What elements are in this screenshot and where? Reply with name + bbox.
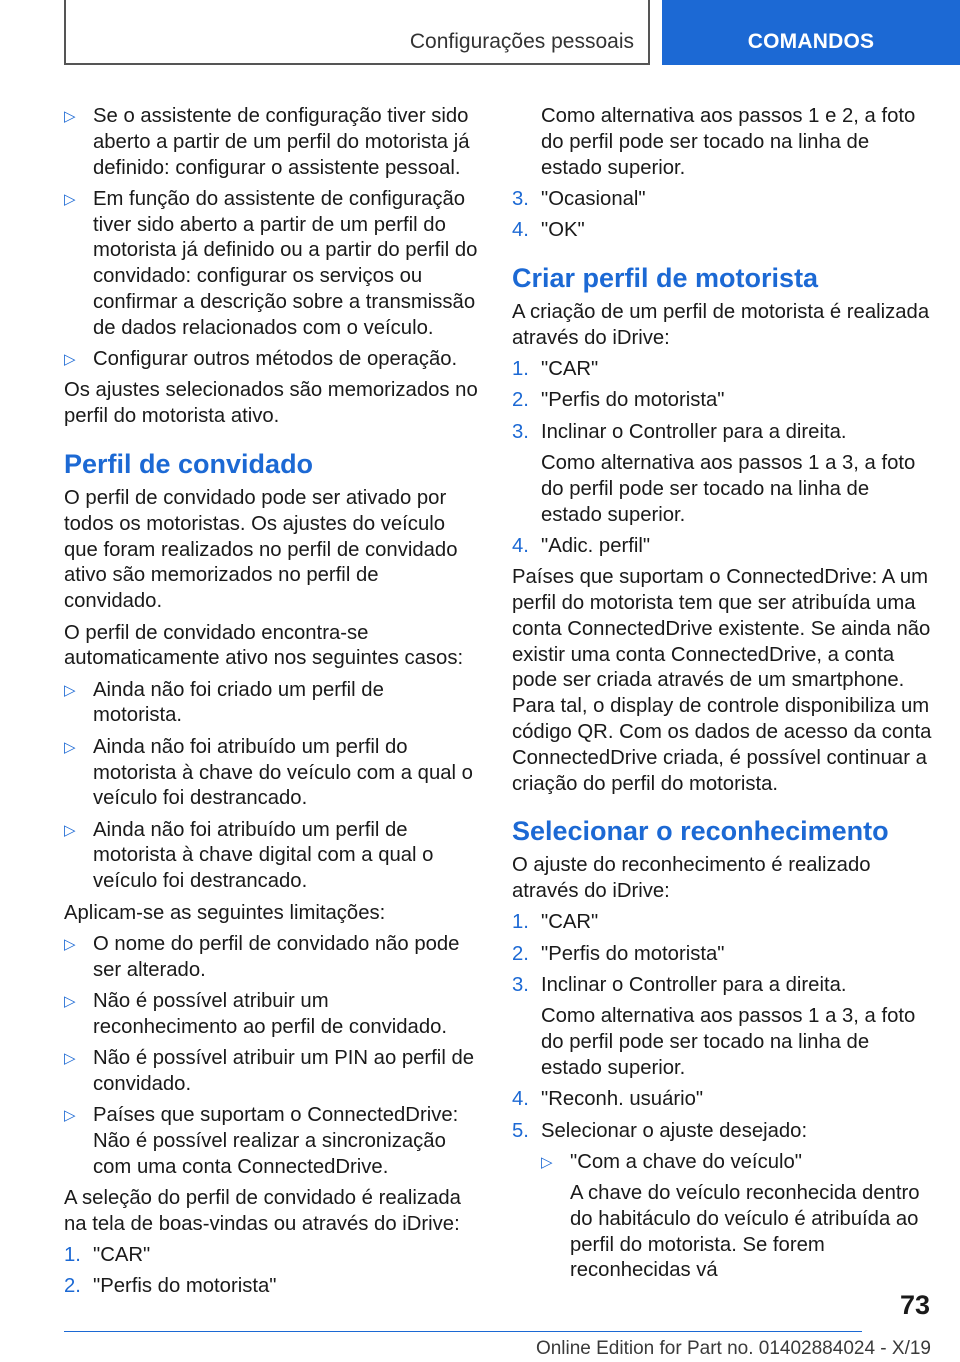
numbered-step — [512, 973, 932, 999]
body-paragraph: O perfil de convidado encontra-se automaticamente ativo nos seguintes casos: — [64, 621, 464, 670]
step-number: 3. — [512, 187, 529, 210]
step-number: 1. — [512, 911, 529, 934]
section-heading-guest-profile: Perfil de convidado — [64, 449, 314, 480]
numbered-step — [64, 1274, 478, 1300]
step-text: "Adic. perfil" — [541, 534, 651, 557]
section-heading-select-recognition: Selecionar o reconhecimento — [512, 816, 889, 847]
step-number: 5. — [512, 1119, 529, 1142]
numbered-step — [512, 357, 932, 383]
numbered-step — [64, 1243, 478, 1269]
step-number: 2. — [512, 942, 529, 965]
page-number: 73 — [899, 1290, 930, 1320]
section-heading-create-profile: Criar perfil de motorista — [512, 262, 819, 293]
body-paragraph: Os ajustes selecionados são memorizados no perfil do motorista ativo. — [64, 379, 478, 428]
list-item-text: Se o assistente de configuração tiver sido aberto a partir de um perfil do motorista já definido: configurar o assistente pessoal. — [93, 105, 470, 179]
numbered-step — [512, 1087, 932, 1113]
right-column — [512, 104, 932, 1290]
body-paragraph: A seleção do perfil de convidado é realizada na tela de boas-vindas ou através do iDrive: — [64, 1186, 461, 1235]
body-paragraph: Aplicam-se as seguintes limitações: — [64, 901, 386, 924]
step-note: Como alternativa aos passos 1 a 3, a foto do perfil pode ser tocado na linha de estado superior. — [541, 1005, 916, 1079]
step-text: "Perfis do motorista" — [93, 1275, 277, 1298]
step-number: 2. — [512, 389, 529, 412]
numbered-step — [512, 942, 932, 968]
list-item — [64, 347, 478, 373]
step-text: "CAR" — [541, 358, 599, 381]
step-text: Inclinar o Controller para a direita. — [541, 974, 847, 997]
body-paragraph: A criação de um perfil de motorista é realizada através do iDrive: — [512, 300, 930, 349]
list-item-text: O nome do perfil de convidado não pode ser alterado. — [93, 932, 460, 981]
list-item-text: Em função do assistente de configuração tiver sido aberto a partir de um perfil do motorista já definido ou a partir do perfil do convidado: configurar os serviços ou confirmar a descrição sobre a transmissão de dados relacionados com o veículo. — [93, 187, 478, 339]
section-title-box — [64, 0, 650, 65]
list-item-text: Ainda não foi criado um perfil de motorista. — [93, 678, 384, 727]
numbered-step — [512, 218, 932, 244]
bullet-triangle-icon: ▷ — [64, 1050, 76, 1067]
step-text: "Perfis do motorista" — [541, 942, 725, 965]
numbered-step — [512, 534, 932, 560]
list-item — [64, 187, 478, 342]
bullet-triangle-icon: ▷ — [64, 738, 76, 756]
list-item-text: Ainda não foi atribuído um perfil de motorista à chave digital com a qual o veículo foi destrancado. — [93, 818, 434, 893]
step-number: 1. — [64, 1244, 81, 1267]
section-title: Configurações pessoais — [409, 30, 634, 53]
bullet-triangle-icon: ▷ — [64, 992, 76, 1010]
bullet-triangle-icon: ▷ — [64, 190, 76, 208]
list-item-text: Configurar outros métodos de operação. — [93, 348, 458, 371]
chapter-tab — [662, 0, 960, 65]
list-item-text: Ainda não foi atribuído um perfil do motorista à chave do veículo com a qual o veículo foi destrancado. — [93, 735, 473, 810]
step-text: Selecionar o ajuste desejado: — [541, 1119, 808, 1142]
list-item — [541, 1150, 932, 1176]
bullet-triangle-icon: ▷ — [64, 351, 76, 369]
step-number: 3. — [512, 420, 529, 443]
sub-list — [541, 1150, 932, 1284]
list-item — [64, 818, 478, 895]
list-item-text: Não é possível atribuir um reconhecimento ao perfil de convidado. — [93, 989, 448, 1038]
step-text: "Reconh. usuário" — [541, 1088, 704, 1111]
body-paragraph: Países que suportam o ConnectedDrive: A um perfil do motorista tem que ser atribuída uma conta ConnectedDrive existente. Se ainda não existir uma conta ConnectedDrive, a conta pode ser criada através de um smartphone. Para tal, o display de controle disponibiliza um código QR. Com os dados de acesso da conta ConnectedDrive criada, é possível continuar a criação do perfil do motorista. — [512, 566, 932, 795]
bullet-triangle-icon: ▷ — [64, 821, 76, 839]
step-note: Como alternativa aos passos 1 a 3, a foto do perfil pode ser tocado na linha de estado superior. — [541, 451, 916, 526]
list-item — [64, 735, 478, 812]
list-item-text: Não é possível atribuir um PIN ao perfil de convidado. — [93, 1047, 475, 1095]
list-item-text: "Com a chave do veículo" — [570, 1150, 802, 1173]
bullet-triangle-icon: ▷ — [64, 108, 76, 125]
chapter-tab-label: COMANDOS — [747, 30, 875, 53]
numbered-step — [512, 187, 932, 213]
step-text: "Perfis do motorista" — [541, 389, 725, 412]
step-number: 1. — [512, 358, 529, 381]
step-number: 4. — [512, 1088, 529, 1111]
footer-edition-text: Online Edition for Part no. 01402884024 - X/19 — [535, 1338, 931, 1359]
step-number: 2. — [64, 1275, 81, 1298]
step-text: "Ocasional" — [541, 187, 646, 210]
bullet-triangle-icon: ▷ — [64, 1107, 76, 1125]
numbered-step — [512, 388, 932, 414]
step-text: "OK" — [541, 219, 585, 242]
step-text: "CAR" — [541, 911, 599, 934]
footer-divider — [64, 1331, 862, 1332]
bullet-triangle-icon: ▷ — [64, 935, 76, 953]
step-number: 3. — [512, 974, 529, 997]
list-item-text: Países que suportam o ConnectedDrive: Não é possível realizar a sincronização com uma conta ConnectedDrive. — [93, 1104, 459, 1178]
body-paragraph: O ajuste do reconhecimento é realizado através do iDrive: — [512, 854, 871, 903]
list-item — [64, 1046, 478, 1098]
step-number: 4. — [512, 219, 529, 242]
list-item — [64, 932, 478, 984]
bullet-triangle-icon: ▷ — [64, 681, 76, 699]
numbered-step — [512, 420, 932, 446]
list-item — [64, 989, 478, 1041]
step-number: 4. — [512, 534, 529, 557]
list-item — [64, 104, 478, 181]
list-item — [64, 678, 478, 730]
numbered-step — [512, 1119, 932, 1145]
page-header — [0, 0, 960, 66]
step-text: "CAR" — [93, 1244, 151, 1267]
step-note: Como alternativa aos passos 1 e 2, a foto do perfil pode ser tocado na linha de estado superior. — [541, 105, 916, 179]
step-text: Inclinar o Controller para a direita. — [541, 420, 847, 443]
left-column — [64, 104, 478, 1306]
numbered-step — [512, 910, 932, 936]
body-paragraph: O perfil de convidado pode ser ativado por todos os motoristas. Os ajustes do veículo que foram realizados no perfil de convidado ativo são memorizados no perfil de convidado. — [64, 487, 458, 613]
list-item — [64, 1103, 478, 1180]
option-description: A chave do veículo reconhecida dentro do habitáculo do veículo é atribuída ao perfil do motorista. Se forem reconhecidas vá — [570, 1182, 920, 1282]
bullet-triangle-icon: ▷ — [541, 1153, 553, 1171]
